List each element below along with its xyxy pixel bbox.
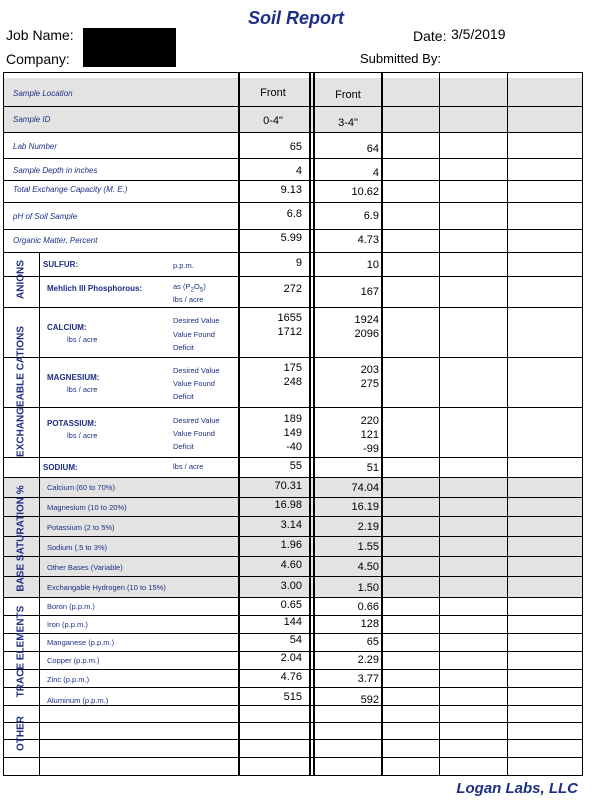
zinc-1: 4.76 bbox=[280, 671, 302, 683]
zinc-2: 3.77 bbox=[357, 673, 379, 685]
aluminum-2: 592 bbox=[360, 694, 379, 706]
ph-2: 6.9 bbox=[363, 210, 379, 222]
calcium-desired-2: 1924 bbox=[354, 314, 379, 326]
bs-hydrogen-label: Exchangable Hydrogen (10 to 15%) bbox=[47, 583, 166, 592]
row-sulfur bbox=[4, 253, 582, 277]
submitted-by-label: Submitted By: bbox=[360, 51, 441, 66]
sample-id-2: 3-4" bbox=[338, 117, 358, 129]
potassium-desired-2: 220 bbox=[360, 415, 379, 427]
boron-1: 0.65 bbox=[280, 599, 302, 611]
aluminum-1: 515 bbox=[283, 691, 302, 703]
lab-number-1: 65 bbox=[289, 141, 302, 153]
sulfur-2: 10 bbox=[366, 259, 379, 271]
row-other-3 bbox=[4, 740, 582, 758]
base-saturation-section-label: BASE SATURATION % bbox=[15, 485, 27, 592]
magnesium-desired-1: 175 bbox=[283, 362, 302, 374]
sulfur-1: 9 bbox=[295, 257, 302, 269]
row-other-1 bbox=[4, 706, 582, 723]
magnesium-found-label: Value Found bbox=[173, 379, 215, 388]
potassium-label: POTASSIUM: bbox=[47, 419, 97, 428]
tec-label: Total Exchange Capacity (M. E.) bbox=[13, 185, 128, 194]
potassium-deficit-2: -99 bbox=[363, 443, 379, 455]
sodium-2: 51 bbox=[366, 462, 379, 474]
anions-section-label: ANIONS bbox=[15, 260, 27, 299]
column-divider bbox=[507, 72, 508, 776]
magnesium-desired-label: Desired Value bbox=[173, 366, 220, 375]
boron-2: 0.66 bbox=[357, 601, 379, 613]
bs-hydrogen-1: 3.00 bbox=[280, 580, 302, 592]
organic-matter-label: Organic Matter, Percent bbox=[13, 236, 98, 245]
copper-1: 2.04 bbox=[280, 652, 302, 664]
potassium-unit: lbs / acre bbox=[67, 431, 98, 440]
phosphorous-1: 272 bbox=[283, 283, 302, 295]
potassium-found-2: 121 bbox=[360, 429, 379, 441]
iron-2: 128 bbox=[360, 618, 379, 630]
copper-label: Copper (p.p.m.) bbox=[47, 656, 100, 665]
column-divider bbox=[381, 72, 383, 776]
sample-depth-1: 4 bbox=[295, 165, 302, 177]
sample-depth-label: Sample Depth in inches bbox=[13, 166, 98, 175]
iron-label: Iron (p.p.m.) bbox=[47, 620, 88, 629]
bs-sodium-label: Sodium (.5 to 3%) bbox=[47, 543, 108, 552]
manganese-1: 54 bbox=[289, 634, 302, 646]
other-section-label: OTHER bbox=[15, 716, 27, 751]
date-label: Date: bbox=[413, 28, 447, 44]
iron-1: 144 bbox=[283, 616, 302, 628]
phosphorous-label: Mehlich III Phosphorous: bbox=[47, 284, 143, 293]
potassium-found-1: 149 bbox=[283, 427, 302, 439]
bs-magnesium-1: 16.98 bbox=[274, 499, 302, 511]
tec-1: 9.13 bbox=[280, 184, 302, 196]
magnesium-unit: lbs / acre bbox=[67, 385, 98, 394]
lab-name: Logan Labs, LLC bbox=[456, 780, 578, 797]
potassium-deficit-1: -40 bbox=[286, 441, 302, 453]
bs-potassium-2: 2.19 bbox=[357, 521, 379, 533]
zinc-label: Zinc (p.p.m.) bbox=[47, 675, 90, 684]
sample-location-1: Front bbox=[260, 87, 286, 99]
bs-magnesium-2: 16.19 bbox=[351, 501, 379, 513]
sulfur-unit: p.p.m. bbox=[173, 261, 194, 270]
magnesium-label: MAGNESIUM: bbox=[47, 373, 100, 382]
bs-sodium-2: 1.55 bbox=[357, 541, 379, 553]
sample-depth-2: 4 bbox=[372, 167, 379, 179]
report-title: Soil Report bbox=[247, 8, 344, 28]
sample-location-label: Sample Location bbox=[13, 89, 73, 98]
ph-1: 6.8 bbox=[286, 208, 302, 220]
aluminum-label: Aluminum (p.p.m.) bbox=[47, 696, 109, 705]
potassium-desired-1: 189 bbox=[283, 413, 302, 425]
calcium-label: CALCIUM: bbox=[47, 323, 87, 332]
sample-location-2: Front bbox=[335, 89, 361, 101]
bs-magnesium-label: Magnesium (10 to 20%) bbox=[47, 503, 127, 512]
sample-id-label: Sample ID bbox=[13, 115, 51, 124]
job-name-label: Job Name: bbox=[6, 27, 74, 43]
row-other-2 bbox=[4, 723, 582, 740]
column-divider bbox=[309, 72, 311, 776]
sulfur-label: SULFUR: bbox=[43, 260, 79, 269]
bs-sodium-1: 1.96 bbox=[280, 539, 302, 551]
potassium-found-label: Value Found bbox=[173, 429, 215, 438]
bs-hydrogen-2: 1.50 bbox=[357, 582, 379, 594]
sodium-label: SODIUM: bbox=[43, 463, 78, 472]
magnesium-found-1: 248 bbox=[283, 376, 302, 388]
magnesium-desired-2: 203 bbox=[360, 364, 379, 376]
calcium-deficit-label: Deficit bbox=[173, 343, 194, 352]
bs-potassium-1: 3.14 bbox=[280, 519, 302, 531]
company-label: Company: bbox=[6, 51, 70, 67]
organic-matter-2: 4.73 bbox=[357, 234, 379, 246]
ph-label: pH of Soil Sample bbox=[13, 212, 78, 221]
bs-other-1: 4.60 bbox=[280, 559, 302, 571]
phosphorous-unit-line2: lbs / acre bbox=[173, 295, 204, 304]
sodium-unit: lbs / acre bbox=[173, 462, 204, 471]
bs-other-2: 4.50 bbox=[357, 561, 379, 573]
magnesium-found-2: 275 bbox=[360, 378, 379, 390]
sample-id-1: 0-4" bbox=[263, 115, 283, 127]
phosphorous-2: 167 bbox=[360, 286, 379, 298]
tec-2: 10.62 bbox=[351, 186, 379, 198]
lab-number-label: Lab Number bbox=[13, 142, 58, 151]
copper-2: 2.29 bbox=[357, 654, 379, 666]
manganese-2: 65 bbox=[366, 636, 379, 648]
calcium-found-label: Value Found bbox=[173, 330, 215, 339]
organic-matter-1: 5.99 bbox=[280, 232, 302, 244]
bs-other-label: Other Bases (Variable) bbox=[47, 563, 123, 572]
bs-potassium-label: Potassium (2 to 5%) bbox=[47, 523, 115, 532]
magnesium-deficit-label: Deficit bbox=[173, 392, 194, 401]
manganese-label: Manganese (p.p.m.) bbox=[47, 638, 115, 647]
column-divider bbox=[238, 72, 240, 776]
bs-calcium-2: 74.04 bbox=[351, 482, 379, 494]
redaction-box bbox=[83, 28, 176, 67]
calcium-found-1: 1712 bbox=[277, 326, 302, 338]
cations-section-label: EXCHANGEABLE CATIONS bbox=[15, 326, 27, 457]
boron-label: Boron (p.p.m.) bbox=[47, 602, 95, 611]
lab-number-2: 64 bbox=[366, 143, 379, 155]
section-divider bbox=[39, 253, 40, 776]
column-divider bbox=[313, 72, 315, 776]
potassium-desired-label: Desired Value bbox=[173, 416, 220, 425]
calcium-unit: lbs / acre bbox=[67, 335, 98, 344]
bs-calcium-label: Calcium (60 to 70%) bbox=[47, 483, 115, 492]
sodium-1: 55 bbox=[289, 460, 302, 472]
trace-elements-section-label: TRACE ELEMENTS bbox=[15, 605, 27, 698]
potassium-deficit-label: Deficit bbox=[173, 442, 194, 451]
calcium-desired-label: Desired Value bbox=[173, 316, 220, 325]
column-divider bbox=[439, 72, 440, 776]
date-value: 3/5/2019 bbox=[451, 26, 506, 42]
calcium-found-2: 2096 bbox=[354, 328, 379, 340]
phosphorous-unit: as $(P_2O_5)$ bbox=[173, 282, 206, 294]
bs-calcium-1: 70.31 bbox=[274, 480, 302, 492]
calcium-desired-1: 1655 bbox=[277, 312, 302, 324]
